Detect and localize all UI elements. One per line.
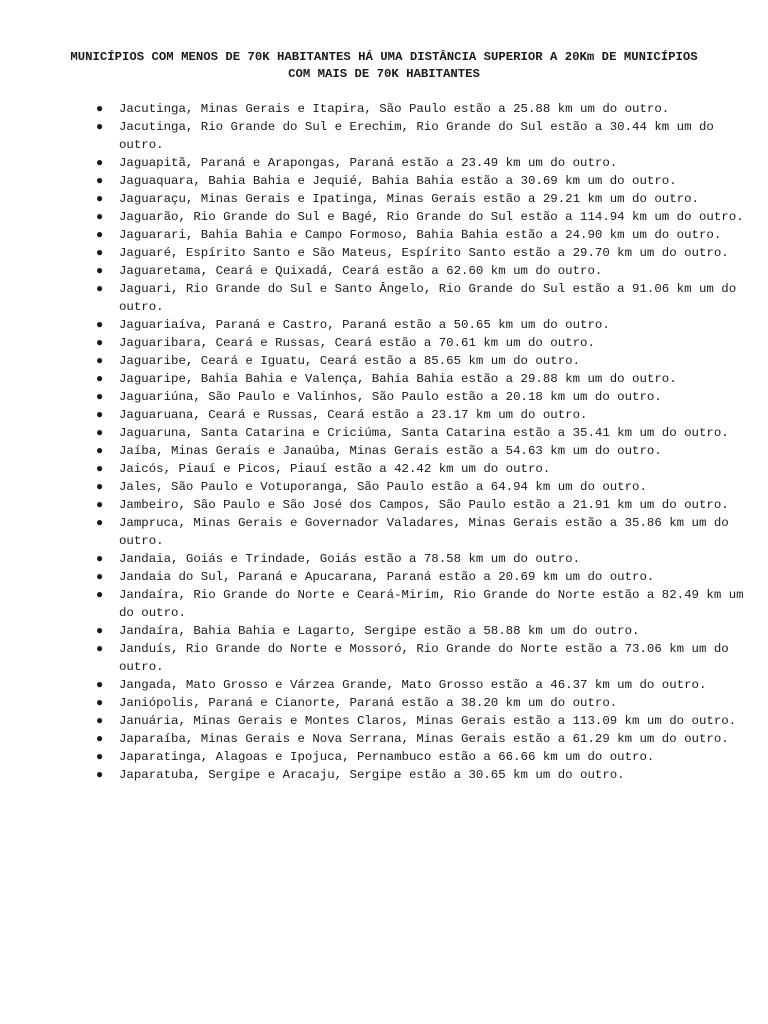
- bullet-icon: ●: [96, 642, 104, 656]
- bullet-icon: ●: [96, 174, 104, 188]
- list-item-text: Jaguaré, Espírito Santo e São Mateus, Espírito Santo estão a 29.70 km um do outro.: [119, 246, 729, 260]
- bullet-icon: ●: [96, 768, 104, 782]
- list-item-text: Jaguaruana, Ceará e Russas, Ceará estão a 23.17 km um do outro.: [119, 408, 588, 422]
- list-item: [24, 568, 744, 586]
- list-item: [24, 100, 744, 118]
- list-item: [24, 478, 744, 496]
- bullet-icon: ●: [96, 318, 104, 332]
- list-item-text: Janduís, Rio Grande do Norte e Mossoró, Rio Grande do Norte estão a 73.06 km um do outro.: [119, 642, 729, 674]
- list-item-text: Jandaíra, Rio Grande do Norte e Ceará-Mirim, Rio Grande do Norte estão a 82.49 km um do outro.: [119, 588, 744, 620]
- list-item: [24, 352, 744, 370]
- list-item: [24, 550, 744, 568]
- bullet-icon: ●: [96, 282, 104, 296]
- list-item: [24, 334, 744, 352]
- bullet-icon: ●: [96, 390, 104, 404]
- list-item: [24, 316, 744, 334]
- bullet-icon: ●: [96, 336, 104, 350]
- list-item-text: Janiópolis, Paraná e Cianorte, Paraná estão a 38.20 km um do outro.: [119, 696, 618, 710]
- list-item: [24, 712, 744, 730]
- list-item: [24, 694, 744, 712]
- bullet-icon: ●: [96, 696, 104, 710]
- list-item: [24, 226, 744, 244]
- list-item-text: Jaguarari, Bahia Bahia e Campo Formoso, Bahia Bahia estão a 24.90 km um do outro.: [119, 228, 722, 242]
- list-item: [24, 622, 744, 640]
- list-item-text: Jandaia, Goiás e Trindade, Goiás estão a 78.58 km um do outro.: [119, 552, 581, 566]
- list-item-text: Jales, São Paulo e Votuporanga, São Paulo estão a 64.94 km um do outro.: [119, 480, 647, 494]
- list-item: [24, 262, 744, 280]
- list-item-text: Japaraíba, Minas Gerais e Nova Serrana, Minas Gerais estão a 61.29 km um do outro.: [119, 732, 729, 746]
- list-item: [24, 748, 744, 766]
- list-item-text: Jaguariúna, São Paulo e Valinhos, São Paulo estão a 20.18 km um do outro.: [119, 390, 662, 404]
- list-item-text: Jambeiro, São Paulo e São José dos Campos, São Paulo estão a 21.91 km um do outro.: [119, 498, 729, 512]
- bullet-icon: ●: [96, 444, 104, 458]
- list-item-text: Jacutinga, Rio Grande do Sul e Erechim, Rio Grande do Sul estão a 30.44 km um do outro.: [119, 120, 714, 152]
- bullet-icon: ●: [96, 714, 104, 728]
- list-item-text: Jaguariaíva, Paraná e Castro, Paraná estão a 50.65 km um do outro.: [119, 318, 610, 332]
- list-item: [24, 424, 744, 442]
- list-item-text: Januária, Minas Gerais e Montes Claros, Minas Gerais estão a 113.09 km um do outro.: [119, 714, 737, 728]
- list-item-text: Jampruca, Minas Gerais e Governador Valadares, Minas Gerais estão a 35.86 km um do outro.: [119, 516, 729, 548]
- list-item: [24, 208, 744, 226]
- list-item: [24, 640, 744, 676]
- list-item: [24, 280, 744, 316]
- list-item-text: Jaguaraçu, Minas Gerais e Ipatinga, Minas Gerais estão a 29.21 km um do outro.: [119, 192, 699, 206]
- list-item: [24, 370, 744, 388]
- list-item-text: Jandaia do Sul, Paraná e Apucarana, Paraná estão a 20.69 km um do outro.: [119, 570, 655, 584]
- bullet-icon: ●: [96, 156, 104, 170]
- list-item-text: Japaratinga, Alagoas e Ipojuca, Pernambuco estão a 66.66 km um do outro.: [119, 750, 655, 764]
- bullet-icon: ●: [96, 480, 104, 494]
- list-item: [24, 154, 744, 172]
- list-item-text: Jandaíra, Bahia Bahia e Lagarto, Sergipe estão a 58.88 km um do outro.: [119, 624, 640, 638]
- list-item-text: Jaguaribe, Ceará e Iguatu, Ceará estão a 85.65 km um do outro.: [119, 354, 581, 368]
- list-item: [24, 514, 744, 550]
- page-title-line-2: COM MAIS DE 70K HABITANTES: [288, 67, 480, 81]
- list-item: [24, 460, 744, 478]
- municipality-list: [24, 100, 744, 784]
- list-item: [24, 118, 744, 154]
- page-title: [24, 49, 744, 83]
- list-item-text: Jaguaruna, Santa Catarina e Criciúma, Santa Catarina estão a 35.41 km um do outro.: [119, 426, 729, 440]
- bullet-icon: ●: [96, 426, 104, 440]
- bullet-icon: ●: [96, 462, 104, 476]
- bullet-icon: ●: [96, 408, 104, 422]
- bullet-icon: ●: [96, 750, 104, 764]
- list-item-text: Jaguaripe, Bahia Bahia e Valença, Bahia Bahia estão a 29.88 km um do outro.: [119, 372, 677, 386]
- bullet-icon: ●: [96, 120, 104, 134]
- list-item-text: Jaguaribara, Ceará e Russas, Ceará estão a 70.61 km um do outro.: [119, 336, 595, 350]
- bullet-icon: ●: [96, 246, 104, 260]
- bullet-icon: ●: [96, 192, 104, 206]
- list-item: [24, 676, 744, 694]
- bullet-icon: ●: [96, 732, 104, 746]
- bullet-icon: ●: [96, 228, 104, 242]
- list-item: [24, 172, 744, 190]
- list-item: [24, 766, 744, 784]
- list-item-text: Jangada, Mato Grosso e Várzea Grande, Mato Grosso estão a 46.37 km um do outro.: [119, 678, 707, 692]
- list-item-text: Jaguapitã, Paraná e Arapongas, Paraná estão a 23.49 km um do outro.: [119, 156, 618, 170]
- bullet-icon: ●: [96, 624, 104, 638]
- bullet-icon: ●: [96, 570, 104, 584]
- list-item-text: Jaguaretama, Ceará e Quixadá, Ceará estão a 62.60 km um do outro.: [119, 264, 603, 278]
- list-item-text: Jaíba, Minas Gerais e Janaúba, Minas Gerais estão a 54.63 km um do outro.: [119, 444, 662, 458]
- list-item: [24, 730, 744, 748]
- bullet-icon: ●: [96, 210, 104, 224]
- list-item-text: Jaguari, Rio Grande do Sul e Santo Ângelo, Rio Grande do Sul estão a 91.06 km um do outro.: [119, 282, 737, 314]
- list-item: [24, 388, 744, 406]
- list-item-text: Jaguarão, Rio Grande do Sul e Bagé, Rio Grande do Sul estão a 114.94 km um do outro.: [119, 210, 744, 224]
- bullet-icon: ●: [96, 516, 104, 530]
- list-item: [24, 586, 744, 622]
- list-item: [24, 442, 744, 460]
- bullet-icon: ●: [96, 588, 104, 602]
- bullet-icon: ●: [96, 354, 104, 368]
- list-item: [24, 406, 744, 424]
- bullet-icon: ●: [96, 678, 104, 692]
- list-item-text: Jaguaquara, Bahia Bahia e Jequié, Bahia Bahia estão a 30.69 km um do outro.: [119, 174, 677, 188]
- list-item-text: Jaicós, Piauí e Picos, Piauí estão a 42.42 km um do outro.: [119, 462, 551, 476]
- list-item: [24, 244, 744, 262]
- list-item-text: Japaratuba, Sergipe e Aracaju, Sergipe estão a 30.65 km um do outro.: [119, 768, 625, 782]
- bullet-icon: ●: [96, 372, 104, 386]
- list-item: [24, 190, 744, 208]
- bullet-icon: ●: [96, 264, 104, 278]
- list-item-text: Jacutinga, Minas Gerais e Itapira, São Paulo estão a 25.88 km um do outro.: [119, 102, 670, 116]
- bullet-icon: ●: [96, 102, 104, 116]
- bullet-icon: ●: [96, 552, 104, 566]
- list-item: [24, 496, 744, 514]
- page-title-line-1: MUNICÍPIOS COM MENOS DE 70K HABITANTES HÁ UMA DISTÂNCIA SUPERIOR A 20Km DE MUNICÍPIOS: [70, 50, 698, 64]
- bullet-icon: ●: [96, 498, 104, 512]
